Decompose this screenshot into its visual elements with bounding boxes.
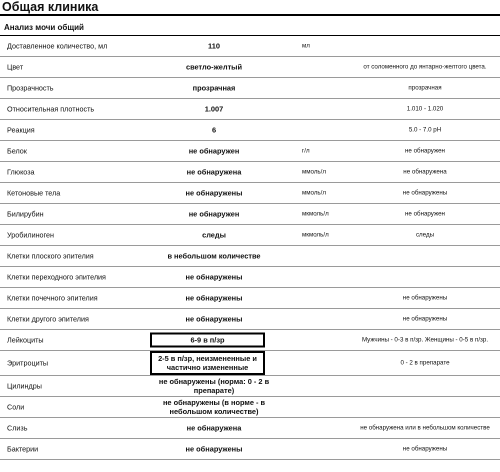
table-row: [0, 204, 500, 225]
row-value: не обнаружен: [188, 209, 240, 219]
row-value-flagged: 6-9 в п/зр: [150, 333, 265, 348]
row-reference: не обнаружены: [402, 445, 448, 453]
row-unit: ммоль/л: [302, 189, 326, 197]
row-reference: от соломенного до янтарно-желтого цвета.: [363, 63, 487, 71]
row-reference: не обнаружены: [402, 294, 448, 302]
table-row: [0, 246, 500, 267]
row-value: не обнаружены: [185, 444, 243, 454]
row-name: Лейкоциты: [7, 335, 44, 345]
row-name: Относительная плотность: [7, 104, 95, 114]
table-row: [0, 397, 500, 418]
row-name: Прозрачность: [7, 83, 54, 93]
row-name: Клетки плоского эпителия: [7, 251, 94, 261]
title-divider: [0, 14, 500, 16]
row-value: 1.007: [204, 104, 224, 114]
row-name: Доставленное количество, мл: [7, 41, 108, 51]
row-value: не обнаружена: [186, 167, 242, 177]
table-row: [0, 439, 500, 460]
row-reference: не обнаружены: [402, 189, 448, 197]
row-reference: прозрачная: [408, 84, 442, 92]
table-row: [0, 99, 500, 120]
table-row: [0, 418, 500, 439]
row-reference: не обнаружены: [402, 315, 448, 323]
row-name: Соли: [7, 402, 25, 412]
row-reference: следы: [415, 231, 435, 239]
table-row: [0, 36, 500, 57]
row-unit: г/л: [302, 147, 310, 155]
row-value: не обнаружены: [185, 188, 243, 198]
row-value: в небольшом количестве: [167, 251, 261, 261]
row-name: Реакция: [7, 125, 35, 135]
row-name: Клетки другого эпителия: [7, 314, 89, 324]
row-name: Эритроциты: [7, 358, 49, 368]
row-value: не обнаружен: [188, 146, 240, 156]
row-name: Кетоновые тела: [7, 188, 61, 198]
table-row: [0, 57, 500, 78]
row-value: не обнаружена: [186, 423, 242, 433]
row-value: светло-желтый: [185, 62, 243, 72]
row-value: 6: [211, 125, 217, 135]
table-row: [0, 288, 500, 309]
row-unit: мл: [302, 42, 310, 50]
row-value: не обнаружены (норма: 0 - 2 в препарате): [158, 377, 270, 395]
row-name: Уробилиноген: [7, 230, 54, 240]
row-name: Цвет: [7, 62, 24, 72]
row-reference: не обнаружена или в небольшом количестве: [360, 424, 490, 432]
row-reference: 1.010 - 1.020: [406, 105, 444, 113]
row-value-flagged: 2-5 в п/зр, неизмененные и частично измененные: [150, 351, 265, 375]
table-row: [0, 120, 500, 141]
row-reference: 5.0 - 7.0 pH: [408, 126, 442, 134]
row-value: не обнаружены (в норме - в небольшом количестве): [162, 398, 266, 416]
row-name: Клетки почечного эпителия: [7, 293, 98, 303]
row-reference: Мужчины - 0-3 в п/зр. Женщины - 0-5 в п/зр.: [361, 336, 489, 344]
table-row: [0, 376, 500, 397]
row-reference: не обнаружен: [405, 147, 445, 155]
row-unit: мкмоль/л: [302, 231, 329, 239]
row-name: Бактерии: [7, 444, 39, 454]
row-value: прозрачная: [192, 83, 236, 93]
page-title: Общая клиника: [2, 0, 99, 14]
row-name: Слизь: [7, 423, 28, 433]
table-row: [0, 330, 500, 351]
table-row: [0, 351, 500, 376]
row-name: Цилиндры: [7, 381, 42, 391]
table-row: [0, 162, 500, 183]
table-row: [0, 309, 500, 330]
table-row: [0, 267, 500, 288]
row-reference: не обнаружена: [403, 168, 447, 176]
row-name: Белок: [7, 146, 27, 156]
row-name: Глюкоза: [7, 167, 35, 177]
row-name: Клетки переходного эпителия: [7, 272, 106, 282]
table-row: [0, 78, 500, 99]
row-reference: не обнаружен: [405, 210, 445, 218]
row-value: не обнаружены: [185, 314, 243, 324]
row-reference: 0 - 2 в препарате: [400, 359, 450, 367]
table-row: [0, 225, 500, 246]
row-value: не обнаружены: [185, 293, 243, 303]
table-row: [0, 183, 500, 204]
row-value: 110: [208, 41, 220, 51]
row-unit: мкмоль/л: [302, 210, 329, 218]
table-row: [0, 141, 500, 162]
row-value: следы: [202, 230, 226, 240]
results-table: [0, 36, 500, 460]
row-unit: ммоль/л: [302, 168, 326, 176]
row-value: не обнаружены: [185, 272, 243, 282]
row-name: Билирубин: [7, 209, 44, 219]
section-title: Анализ мочи общий: [4, 23, 84, 32]
